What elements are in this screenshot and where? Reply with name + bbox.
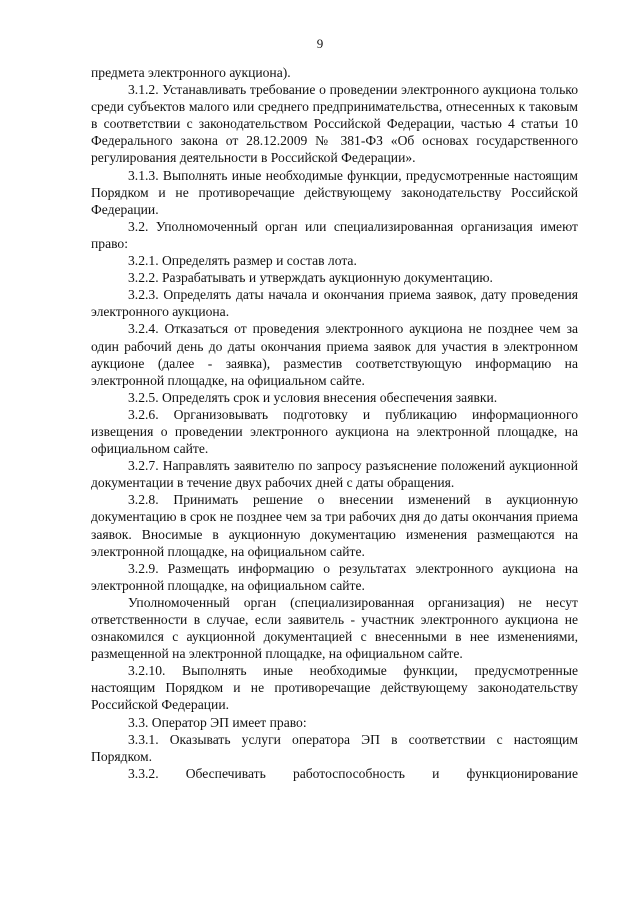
paragraph: 3.2.5. Определять срок и условия внесения обеспечения заявки. [128, 389, 498, 405]
paragraph: 3.2.8. Принимать решение о внесении изменений в аукционную документацию в срок не позднее чем за три рабочих дня до даты окончания приема заявок. Вносимые в аукционную документацию изменения размещаются на электронной площадке, на официальном сайте. [91, 492, 578, 559]
paragraph: 3.2.7. Направлять заявителю по запросу разъяснение положений аукционной документации в течение двух рабочих дней с даты обращения. [91, 458, 578, 491]
paragraph: Уполномоченный орган (специализированная организация) не несут ответственности в случае, если заявитель - участник электронного аукциона не ознакомился с аукционной документацией с внесенными в нее изменениями, размещенной на электронной площадке, на официальном сайте. [91, 594, 578, 662]
document-body [91, 64, 578, 782]
paragraph: 3.2.1. Определять размер и состав лота. [128, 253, 357, 269]
paragraph: 3.2.2. Разрабатывать и утверждать аукционную документацию. [128, 270, 493, 286]
paragraph: 3.2. Уполномоченный орган или специализированная организация имеют право: [91, 218, 578, 251]
paragraph: 3.3. Оператор ЭП имеет право: [128, 714, 307, 730]
paragraph: 3.3.1. Оказывать услуги оператора ЭП в соответствии с настоящим Порядком. [91, 731, 578, 764]
paragraph: 3.2.6. Организовывать подготовку и публикацию информационного извещения о проведении электронного аукциона на электронной площадке, на официальном сайте. [91, 406, 578, 457]
paragraph: 3.2.4. Отказаться от проведения электронного аукциона не позднее чем за один рабочий день до даты окончания приема заявок для участия в электронном аукционе (далее - заявка), разместив соответствующую информацию на электронной площадке, на официальном сайте. [91, 321, 578, 388]
paragraph: 3.3.2. Обеспечивать работоспособность и функционирование [128, 765, 578, 781]
paragraph: 3.2.3. Определять даты начала и окончания приема заявок, дату проведения электронного аукциона. [91, 287, 578, 320]
page-number: 9 [316, 36, 324, 51]
paragraph: 3.2.10. Выполнять иные необходимые функции, предусмотренные настоящим Порядком и не противоречащие действующему законодательству Российской Федерации. [91, 663, 578, 713]
paragraph: 3.2.9. Размещать информацию о результатах электронного аукциона на электронной площадке, на официальном сайте. [91, 560, 578, 593]
paragraph: предмета электронного аукциона). [91, 65, 291, 80]
paragraph: 3.1.2. Устанавливать требование о проведении электронного аукциона только среди субъектов малого или среднего предпринимательства, отнесенных к таковым в соответствии с законодательством Российской Федерации, частью 4 статьи 10 Федерального закона от 28.12.2009 № 381-ФЗ «Об основах государственного регулирования деятельности в Российской Федерации». [91, 82, 578, 166]
paragraph: 3.1.3. Выполнять иные необходимые функции, предусмотренные настоящим Порядком и не противоречащие действующему законодательству Российской Федерации. [91, 167, 578, 217]
